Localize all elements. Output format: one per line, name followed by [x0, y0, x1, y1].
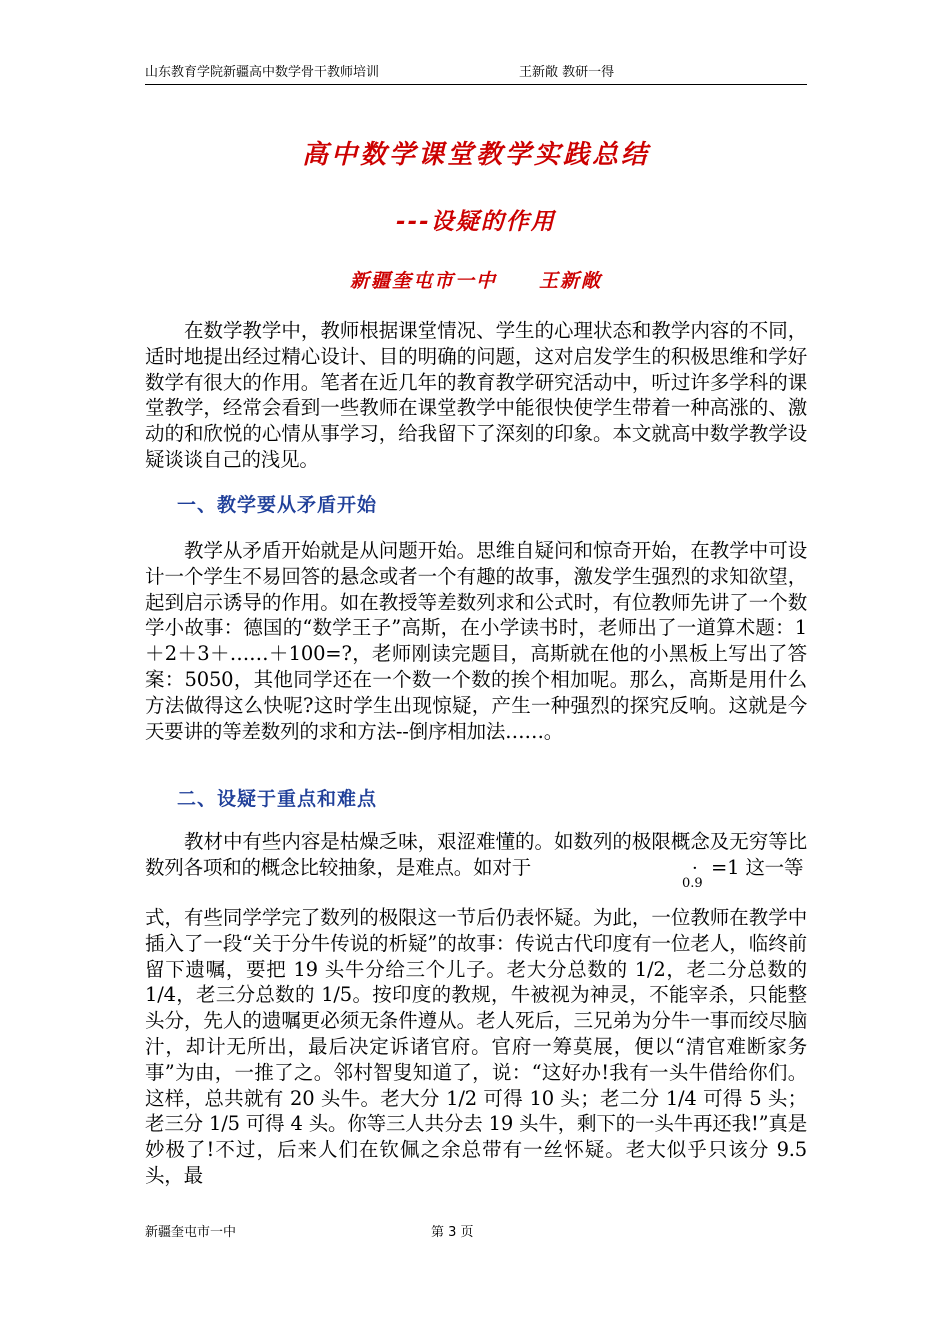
- intro-paragraph-block: [145, 318, 807, 473]
- document-title: 高中数学课堂教学实践总结: [301, 140, 650, 170]
- repeating-decimal-formula: [680, 858, 710, 892]
- section2-formula-tail: [711, 855, 807, 881]
- section-heading-2: 二、设疑于重点和难点: [177, 788, 378, 810]
- repeating-dot: ·: [692, 858, 698, 879]
- footer-school: 新疆奎屯市一中: [145, 1225, 237, 1240]
- intro-paragraph: 在数学教学中，教师根据课堂情况、学生的心理状态和教学内容的不同，适时地提出经过精心设计、目的明确的问题，这对启发学生的积极思维和学好数学有很大的作用。笔者在近几年的教育教学研究活动中，听过许多学科的课堂教学，经常会看到一些教师在课堂教学中能很快使学生带着一种高涨的、激动的和欣悦的心情从事学习，给我留下了深刻的印象。本文就高中数学教学设疑谈谈自己的浅见。: [145, 319, 807, 471]
- section2-paragraph-continuation: [145, 905, 807, 1189]
- section2-paragraph-line-c: 式，有些同学学完了数列的极限这一节后仍表怀疑。为此，一位教师在教学中插入了一段“关于分牛传说的析疑”的故事：传说古代印度有一位老人，临终前留下遗嘱，要把 19 头牛分给三个儿子。老大分总数的 1/2，老二分总数的 1/4，老三分总数的 1/5。按印度的教规，牛被视为神灵，不能宰杀，只能整头分，先人的遗嘱更必须无条件遵从。老人死后，三兄弟为分牛一事而绞尽脑汁，却计无所出，最后决定诉诸官府。官府一筹莫展，便以“清官难断家务事”为由，一推了之。邻村智叟知道了，说：“这好办!我有一头牛借给你们。这样，总共就有 20 头牛。老大分 1/2 可得 10 头；老二分 1/4 可得 5 头；老三分 1/5 可得 4 头。你等三人共分去 19 头牛，剩下的一头牛再还我!”真是妙极了!不过，后来人们在钦佩之余总带有一丝怀疑。老大似乎只该分 9.5 头，最: [145, 906, 807, 1187]
- footer-page-number: 第 3 页: [431, 1225, 474, 1240]
- document-author: 新疆奎屯市一中 王新敞: [349, 270, 602, 292]
- header-left-text: 山东教育学院新疆高中数学骨干教师培训: [145, 65, 380, 80]
- document-subtitle: ---设疑的作用: [396, 209, 556, 235]
- header-right-text: 王新敞 教研一得: [519, 65, 615, 80]
- section1-paragraph-block: [145, 538, 807, 744]
- page-header: [145, 64, 807, 85]
- section2-text-a: 教材中有些内容是枯燥乏味，艰涩难懂的。如数列的极限概念及无穷等比数列各项和的概念比较抽象，是难点。如对于: [145, 830, 807, 879]
- section2-text-b: =1 这一等: [711, 856, 804, 879]
- repeating-decimal-number: 0.9: [682, 876, 703, 891]
- section-heading-1: 一、教学要从矛盾开始: [177, 494, 378, 516]
- section1-paragraph: 教学从矛盾开始就是从问题开始。思维自疑问和惊奇开始，在教学中可设计一个学生不易回答的悬念或者一个有趣的故事，激发学生强烈的求知欲望，起到启示诱导的作用。如在教授等差数列求和公式时，有位教师先讲了一个数学小故事：德国的“数学王子”高斯，在小学读书时，老师出了一道算术题：1＋2＋3＋……＋100=?，老师刚读完题目，高斯就在他的小黑板上写出了答案：5050，其他同学还在一个数一个数的挨个相加呢。那么，高斯是用什么方法做得这么快呢?这时学生出现惊疑，产生一种强烈的探究反响。这就是今天要讲的等差数列的求和方法--倒序相加法……。: [145, 539, 807, 743]
